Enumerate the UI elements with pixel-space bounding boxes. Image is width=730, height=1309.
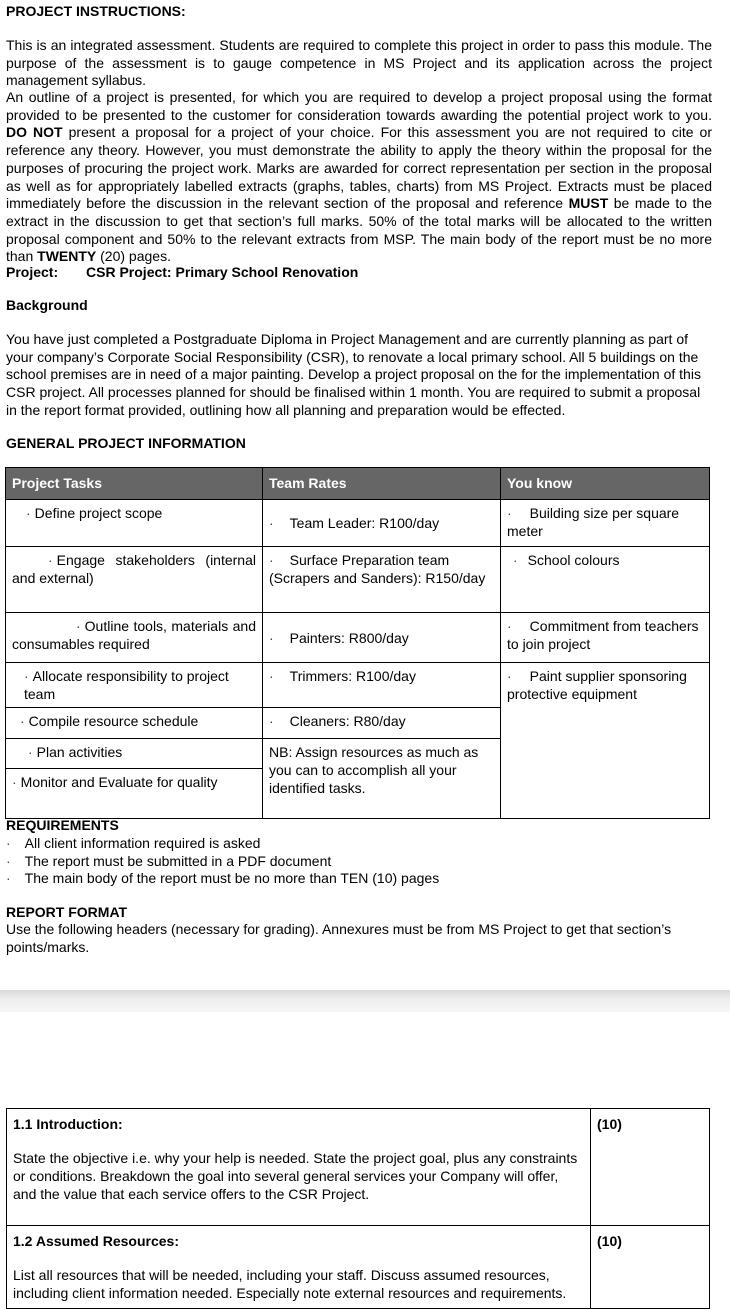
col-header-tasks: Project Tasks (6, 468, 263, 500)
rate-cell: · Painters: R800/day (263, 613, 501, 663)
know-cell: · School colours (501, 547, 710, 613)
section-cell (7, 1226, 591, 1309)
note-cell: NB: Assign resources as much as you can to accomplish all your identified tasks. (263, 739, 501, 819)
section-title: 1.1 Introduction: (13, 1116, 123, 1132)
list-item: · All client information required is asked (6, 835, 261, 851)
section-body: State the objective i.e. why your help is needed. State the project goal, plus any constraints or conditions. Breakdown the goal into several general services your Company will offer, and the value that each service offers to the CSR Project. (13, 1150, 578, 1202)
page-separator (0, 990, 730, 1012)
report-format-paragraph: Use the following headers (necessary for grading). Annexures must be from MS Project to get that section’s points/marks. (6, 921, 672, 955)
col-header-rates: Team Rates (263, 468, 501, 500)
list-item: · The main body of the report must be no more than TEN (10) pages (6, 870, 440, 887)
document-page-2 (0, 1012, 730, 1301)
know-cell: · Commitment from teachers to join project (501, 613, 710, 663)
section-marks: (10) (591, 1226, 710, 1309)
task-cell: · Monitor and Evaluate for quality (6, 769, 263, 819)
rate-cell: · Trimmers: R100/day (263, 663, 501, 708)
general-info-table (5, 467, 710, 819)
rate-cell: · Surface Preparation team (Scrapers and Sanders): R150/day (263, 547, 501, 613)
task-cell: · Compile resource schedule (6, 708, 263, 739)
list-item: · The report must be submitted in a PDF document (6, 852, 332, 869)
project-line (6, 264, 712, 282)
intro-paragraph: This is an integrated assessment. Students are required to complete this project in order to pass this module. The purpose of the assessment is to gauge competence in MS Project and its application across the project management syllabus. (6, 37, 712, 89)
col-header-know: You know (501, 468, 710, 500)
task-cell: · Engage stakeholders (internal and external) (6, 547, 263, 613)
task-cell: · Define project scope (6, 500, 263, 547)
general-info-heading: GENERAL PROJECT INFORMATION (6, 435, 246, 451)
know-cell: · Building size per square meter (501, 500, 710, 547)
background-paragraph: You have just completed a Postgraduate Diploma in Project Management and are currently planning as part of your company’s Corporate Social Responsibility (CSR), to renovate a local primary school. All 5 buildings on the school premises are in need of a major painting. Develop a project proposal on the for the implementation of this CSR project. All processes planned for should be finalised within 1 month. You are required to submit a proposal in the report format provided, outlining how all planning and preparation would be effected. (6, 331, 701, 418)
task-cell: · Plan activities (6, 739, 263, 769)
know-cell: · Paint supplier sponsoring protective equipment (501, 663, 710, 819)
rate-cell: · Cleaners: R80/day (263, 708, 501, 739)
task-cell: · Outline tools, materials and consumables required (6, 613, 263, 663)
section-title: 1.2 Assumed Resources: (13, 1233, 179, 1249)
requirements-heading: REQUIREMENTS (6, 817, 119, 833)
section-cell (7, 1109, 591, 1226)
section-marks: (10) (591, 1109, 710, 1226)
report-format-table (6, 1108, 710, 1309)
instructions-heading: PROJECT INSTRUCTIONS: (6, 3, 186, 19)
section-body: List all resources that will be needed, including your staff. Discuss assumed resources, including client information needed. Especially note external resources and requirements. (13, 1267, 567, 1301)
project-label: Project: (6, 264, 59, 280)
outline-paragraph: An outline of a project is presented, for which you are required to develop a project proposal using the format provided to be presented to the customer for consideration towards awarding the potential project work to you. DO NOT present a proposal for a project of your choice. For this assessment you are not required to cite or reference any theory. However, you must demonstrate the ability to apply the theory within the proposal for the purposes of procuring the project work. Marks are awarded for correct representation per section in the proposal as well as for appropriately labelled extracts (graphs, tables, charts) from MS Project. Extracts must be placed immediately before the discussion in the relevant section of the proposal and reference MUST be made to the extract in the discussion to get that section’s full marks. 50% of the total marks will be allocated to the written proposal component and 50% to the relevant extracts from MSP. The main body of the report must be no more than TWENTY (20) pages. (6, 89, 712, 265)
task-cell: · Allocate responsibility to project team (6, 663, 263, 708)
rate-cell: · Team Leader: R100/day (263, 500, 501, 547)
requirements-list (6, 835, 712, 888)
report-format-heading: REPORT FORMAT (6, 904, 128, 920)
background-heading: Background (6, 297, 88, 313)
project-name: CSR Project: Primary School Renovation (86, 264, 359, 280)
